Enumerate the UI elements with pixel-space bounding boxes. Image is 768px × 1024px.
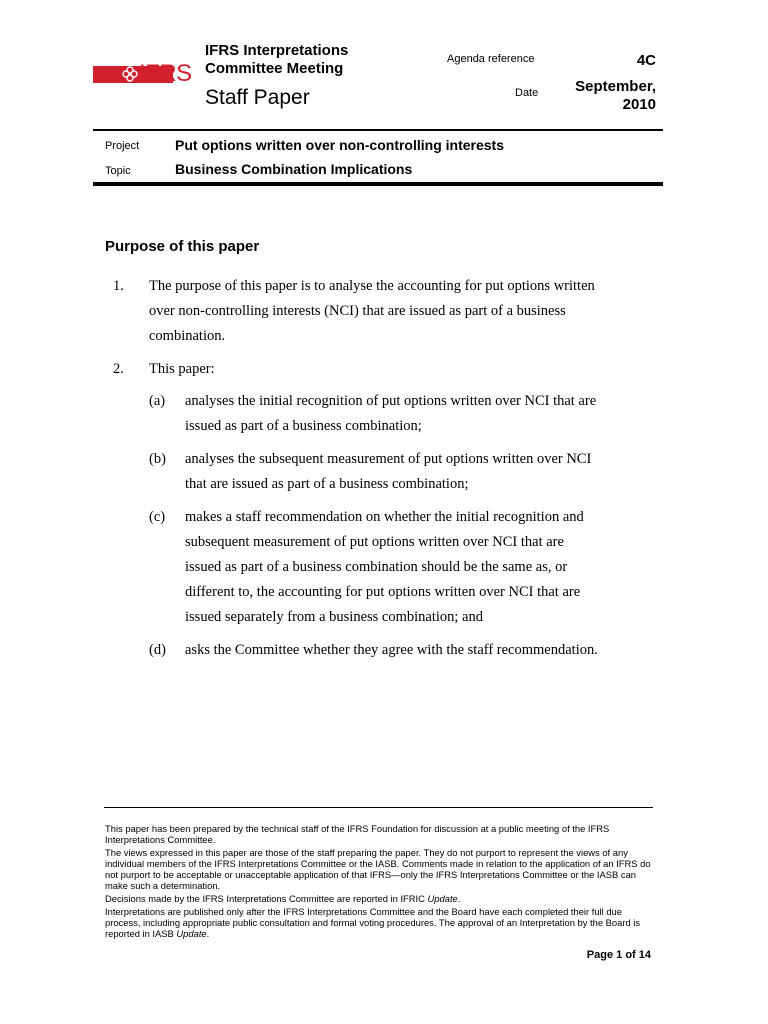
footer-update-italic: Update [427,893,458,904]
list-item-line: different to, the accounting for put options written over NCI that are [185,584,581,600]
list-item-line: issued separately from a business combination; and [185,609,483,625]
list-item-c [185,505,645,630]
date-value-line-2: 2010 [622,96,656,113]
list-item-label: (d) [149,642,166,658]
agenda-reference-value: 4C [636,52,656,69]
list-item-label: (b) [149,451,166,467]
list-item-d [185,638,665,663]
paragraph-2-intro: This paper: [149,361,215,377]
footer-text: . [457,893,461,904]
meeting-title-line-1: IFRS Interpretations [205,42,349,59]
topic-label: Topic [105,165,131,177]
footer-update-italic: Update [176,928,207,939]
footer-paragraph [105,893,657,904]
topic-value: Business Combination Implications [175,161,413,177]
date-label: Date [515,87,539,99]
paper-type-title: Staff Paper [205,86,310,109]
list-item-line: analyses the initial recognition of put options written over NCI that are [185,393,597,409]
footer-disclaimer [105,823,657,941]
footer-paragraph: This paper has been prepared by the technical staff of the IFRS Foundation for discussion at a public meeting of the IFRS Interpretations Committee. [105,823,610,845]
list-item-line: that are issued as part of a business combination; [185,476,469,492]
footer-text: Decisions made by the IFRS Interpretations Committee are reported in IFRIC [105,893,428,904]
page-number: Page 1 of 14 [586,949,651,961]
section-heading: Purpose of this paper [105,238,260,255]
paragraph-1-line: over non-controlling interests (NCI) that are issued as part of a business [149,303,566,319]
list-item-line: issued as part of a business combination; [185,418,422,434]
list-item-label: (c) [149,509,166,525]
paragraph-1-line: The purpose of this paper is to analyse the accounting for put options written [149,278,595,294]
date-value-line-1: September, [575,78,656,95]
list-item-label: (a) [149,393,166,409]
footer-text: . [206,928,210,939]
header-divider [93,129,663,131]
paragraph-1-line: combination. [149,328,226,344]
project-label: Project [105,140,140,152]
meeting-title-line-2: Committee Meeting [205,60,344,77]
list-item-line: asks the Committee whether they agree with the staff recommendation. [185,642,598,658]
list-item-line: issued as part of a business combination should be the same as, or [185,559,568,575]
agenda-reference-label: Agenda reference [447,53,535,65]
ifrs-flower-logo-icon [121,65,139,83]
paragraph-number: 2. [113,361,124,377]
list-item-b [185,447,645,497]
footer-text: Interpretations are published only after the IFRS Interpretations Committee and the Board have each completed their full due process, including appropriate public consultation and formal voting procedures. The approval of an Interpretation by the Board is reported in IASB [105,906,641,939]
list-item-line: analyses the subsequent measurement of put options written over NCI [185,451,592,467]
list-item-line: makes a staff recommendation on whether the initial recognition and [185,509,584,525]
meeting-title [205,42,348,78]
paragraph-number: 1. [113,278,124,294]
project-value: Put options written over non-controlling interests [175,137,505,153]
date-value [575,78,656,114]
ifrs-logo-text: IFRS [139,60,192,87]
footer-paragraph [105,906,657,939]
paragraph-1 [149,274,649,349]
footer-divider [104,807,653,808]
topic-divider [93,182,663,186]
list-item-a [185,389,645,439]
list-item-line: subsequent measurement of put options written over NCI that are [185,534,564,550]
footer-paragraph: The views expressed in this paper are those of the staff preparing the paper. They do not purport to represent the views of any individual members of the IFRS Interpretations Committee or the IASB. Comments made in relation to the application of an IFRS do not purport to be acceptable or unacceptable application of that IFRS—only the IFRS Interpretations Committee or the IASB can make such a determination. [105,847,651,891]
